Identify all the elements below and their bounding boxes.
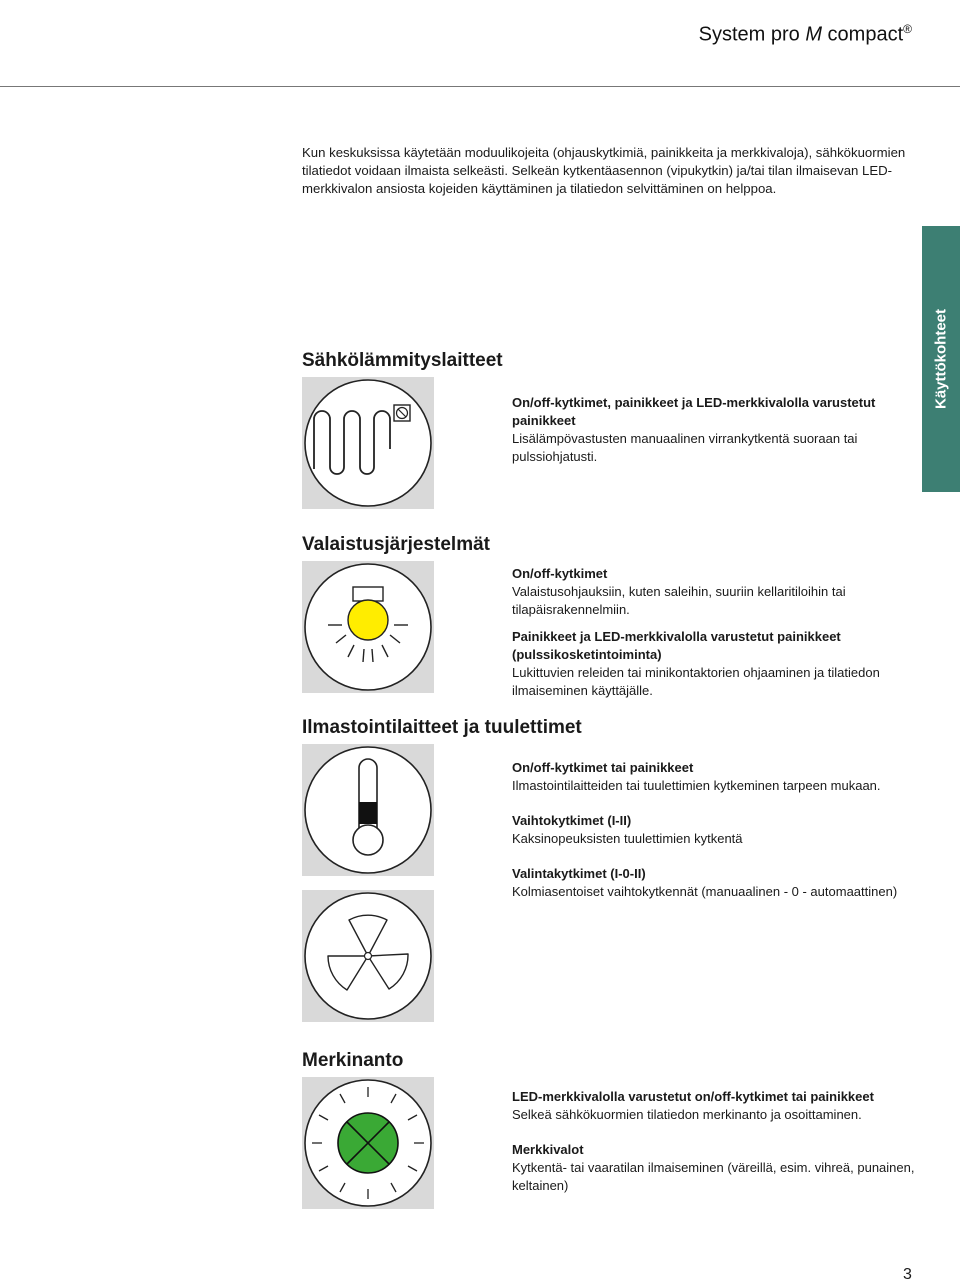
- item-title: On/off-kytkimet tai painikkeet: [512, 760, 694, 775]
- heating-text: [512, 394, 922, 466]
- intro-paragraph: Kun keskuksissa käytetään moduulikojeita (ohjauskytkimiä, painikkeita ja merkkivaloja), sähkökuormien tilatiedot voidaan ilmaista selkeästi. Selkeän kytkentäasennon (vipukytkin) ja/tai tilan ilmaisevan LED-merkkivalon ansiosta kojeiden käyttäminen ja tilatiedon selvittäminen on helppoa.: [302, 145, 906, 196]
- section-heading-signalling: Merkinanto: [302, 1050, 404, 1071]
- section-heading-ventilation: Ilmastointilaitteet ja tuulettimet: [302, 717, 582, 738]
- header-rule: [0, 86, 960, 87]
- side-tab: [922, 226, 960, 492]
- lighting-icon: [302, 561, 434, 693]
- page-number: 3: [903, 1266, 912, 1283]
- item-title: On/off-kytkimet: [512, 566, 608, 581]
- signalling-text: [512, 1088, 922, 1195]
- item-text: Kytkentä- tai vaaratilan ilmaiseminen (väreillä, esim. vihreä, punainen, keltainen): [512, 1160, 915, 1193]
- item-text: Kolmiasentoiset vaihtokytkennät (manuaalinen - 0 - automaattinen): [512, 884, 898, 899]
- item-title: LED-merkkivalolla varustetut on/off-kytkimet tai painikkeet: [512, 1089, 874, 1104]
- item-title: Painikkeet ja LED-merkkivalolla varustetut painikkeet (pulssikosketintoiminta): [512, 629, 841, 662]
- ventilation-text: [512, 759, 922, 901]
- item-text: Kaksinopeuksisten tuulettimien kytkentä: [512, 831, 743, 846]
- heating-icon: [302, 377, 434, 509]
- section-heading-heating: Sähkölämmityslaitteet: [302, 350, 503, 371]
- item-title: On/off-kytkimet, painikkeet ja LED-merkkivalolla varustetut painikkeet: [512, 395, 876, 428]
- item-text: Lukittuvien releiden tai minikontaktorien ohjaaminen ja tilatiedon ilmaiseminen käyttäjälle.: [512, 665, 880, 698]
- section-heading-lighting: Valaistusjärjestelmät: [302, 534, 490, 555]
- item-text: Ilmastointilaitteiden tai tuulettimien kytkeminen tarpeen mukaan.: [512, 778, 881, 793]
- lighting-text: [512, 565, 922, 700]
- item-text: Lisälämpövastusten manuaalinen virrankytkentä suoraan tai pulssiohjatusti.: [512, 431, 858, 464]
- item-text: Selkeä sähkökuormien tilatiedon merkinanto ja osoittaminen.: [512, 1107, 862, 1122]
- page-header-title: System pro M compact®: [698, 22, 912, 46]
- fan-icon: [302, 890, 434, 1022]
- thermometer-icon: [302, 744, 434, 876]
- side-tab-label: Käyttökohteet: [932, 308, 950, 410]
- signal-lamp-icon: [302, 1077, 434, 1209]
- item-title: Valintakytkimet (I-0-II): [512, 866, 646, 881]
- item-title: Merkkivalot: [512, 1142, 584, 1157]
- item-title: Vaihtokytkimet (I-II): [512, 813, 632, 828]
- item-text: Valaistusohjauksiin, kuten saleihin, suuriin kellaritiloihin tai tilapäisrakennelmiin.: [512, 584, 846, 617]
